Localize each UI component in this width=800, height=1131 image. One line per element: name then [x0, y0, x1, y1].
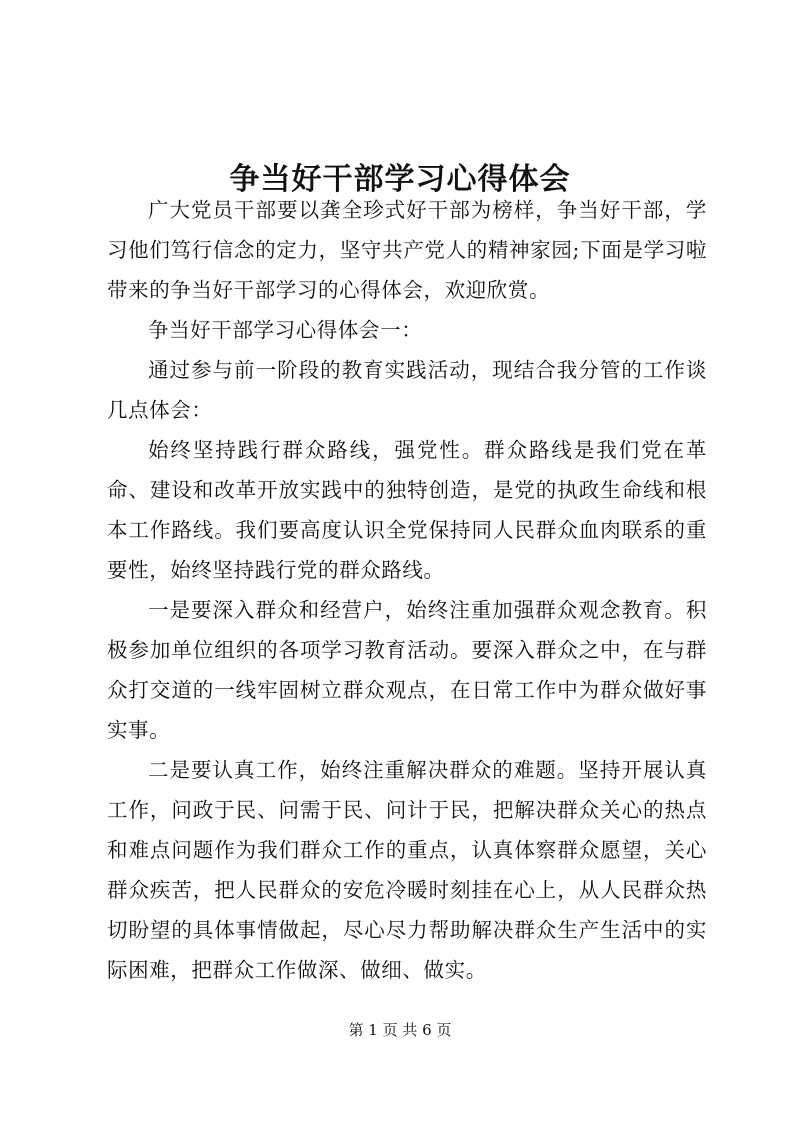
paragraph-point-two: 二是要认真工作，始终注重解决群众的难题。坚持开展认真工作，问政于民、问需于民、问计于民，把解决群众关心的热点和难点问题作为我们群众工作的重点，认真体察群众愿望，关心群众疾苦，把人民群众的安危冷暖时刻挂在心上，从人民群众热切盼望的具体事情做起，尽心尽力帮助解决群众生产生活中的实际困难，把群众工作做深、做细、做实。: [107, 758, 707, 982]
paragraph-intro: 广大党员干部要以龚全珍式好干部为榜样，争当好干部，学习他们笃行信念的定力，坚守共产党人的精神家园;下面是学习啦带来的争当好干部学习的心得体会，欢迎欣赏。: [107, 198, 707, 302]
paragraph-mass-line: 始终坚持践行群众路线，强党性。群众路线是我们党在革命、建设和改革开放实践中的独特创造，是党的执政生命线和根本工作路线。我们要高度认识全党保持同人民群众血肉联系的重要性，始终坚持践行党的群众路线。: [107, 438, 707, 582]
paragraph-section-heading: 争当好干部学习心得体会一：: [148, 318, 423, 342]
document-title: 争当好干部学习心得体会: [229, 162, 571, 198]
paragraph-point-one: 一是要深入群众和经营户，始终注重加强群众观念教育。积极参加单位组织的各项学习教育活动。要深入群众之中，在与群众打交道的一线牢固树立群众观点，在日常工作中为群众做好事实事。: [107, 598, 707, 742]
paragraph-opening: 通过参与前一阶段的教育实践活动，现结合我分管的工作谈几点体会：: [107, 358, 707, 422]
document-body: [107, 190, 707, 990]
page-footer: 第 1 页 共 6 页: [348, 1021, 452, 1039]
